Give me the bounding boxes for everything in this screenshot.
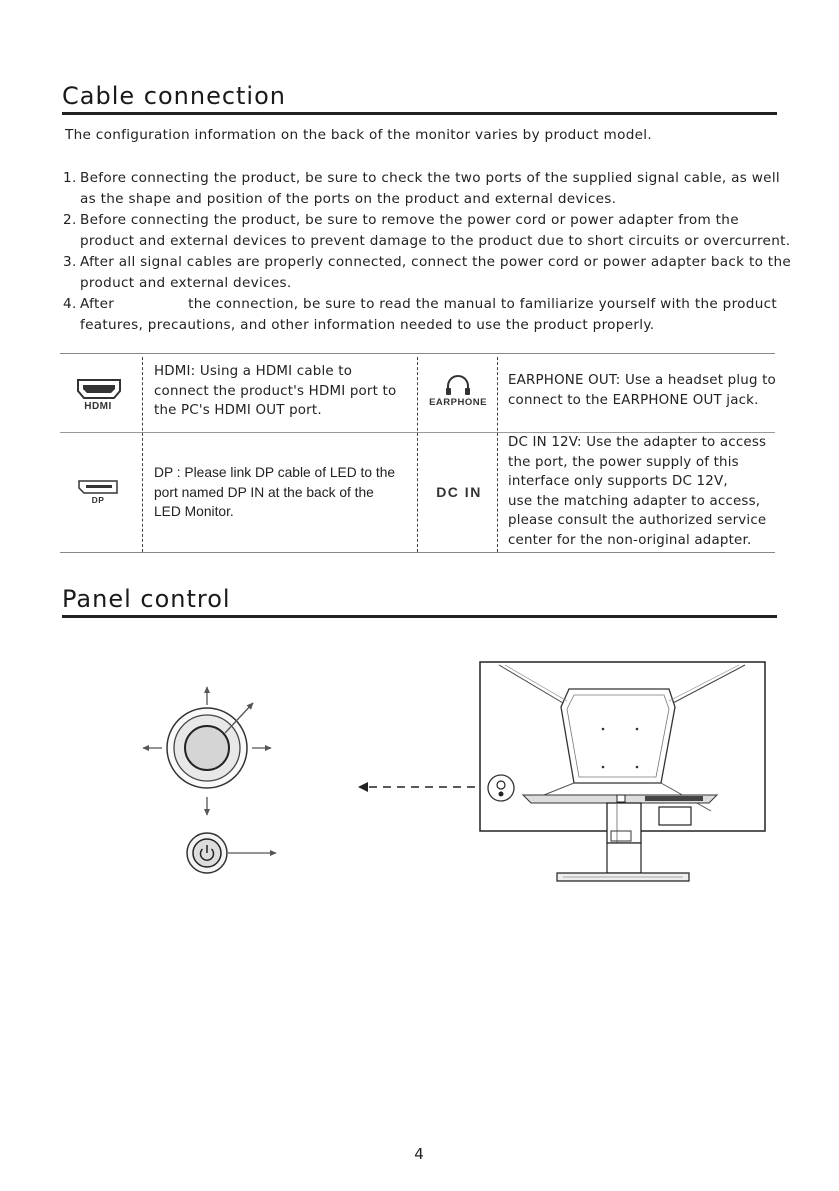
list-item: 3. After all signal cables are properly connected, connect the power cord or power adapter back to the product and external devices. xyxy=(63,254,792,291)
list-item: 1. Before connecting the product, be sure to check the two ports of the supplied signal cable, as well as the shape and position of the ports on the product and external devices. xyxy=(63,170,781,207)
section-title-cable: Cable connection xyxy=(62,82,286,110)
dp-description: DP : Please link DP cable of LED to the port named DP IN at the back of the LED Monitor. xyxy=(154,465,396,520)
table-divider xyxy=(497,357,498,552)
dcin-description: DC IN 12V: Use the adapter to access the port, the power supply of this interface only supports DC 12V, use the matching adapter to access, please consult the authorized service center for the non-original adapter. xyxy=(508,435,767,548)
list-item: 4. After the connection, be sure to read the manual to familiarize yourself with the product features, precautions, and other information needed to use the product properly. xyxy=(63,296,778,333)
list-item: 2. Before connecting the product, be sure to remove the power cord or power adapter from the product and external devices to prevent damage to the product due to short circuits or overcurrent. xyxy=(63,212,791,249)
headphone-icon xyxy=(444,374,472,396)
section-title-panel: Panel control xyxy=(62,585,231,613)
hdmi-label: HDMI xyxy=(84,401,112,412)
intro-text: The configuration information on the back of the monitor varies by product model. xyxy=(65,127,652,143)
displayport-icon xyxy=(78,480,118,494)
hdmi-description: HDMI: Using a HDMI cable to connect the product's HDMI port to the PC's HDMI OUT port. xyxy=(154,364,397,419)
earphone-description: EARPHONE OUT: Use a headset plug to connect to the EARPHONE OUT jack. xyxy=(508,373,776,408)
monitor-back-illustration xyxy=(479,661,767,886)
power-button-diagram xyxy=(185,830,280,876)
location-pointer-arrow xyxy=(355,779,490,795)
earphone-label: EARPHONE xyxy=(429,397,487,408)
hdmi-port-icon xyxy=(76,378,122,400)
table-bottom-rule xyxy=(60,552,775,553)
section-rule xyxy=(62,615,777,618)
steps-list xyxy=(63,168,793,336)
dp-label: DP xyxy=(91,495,105,505)
dcin-label: DC IN xyxy=(436,484,482,500)
table-divider xyxy=(417,357,418,552)
table-divider xyxy=(142,357,143,552)
table-top-rule xyxy=(60,353,775,354)
section-rule xyxy=(62,112,777,115)
joystick-diagram xyxy=(135,685,285,820)
page-number: 4 xyxy=(414,1145,424,1163)
